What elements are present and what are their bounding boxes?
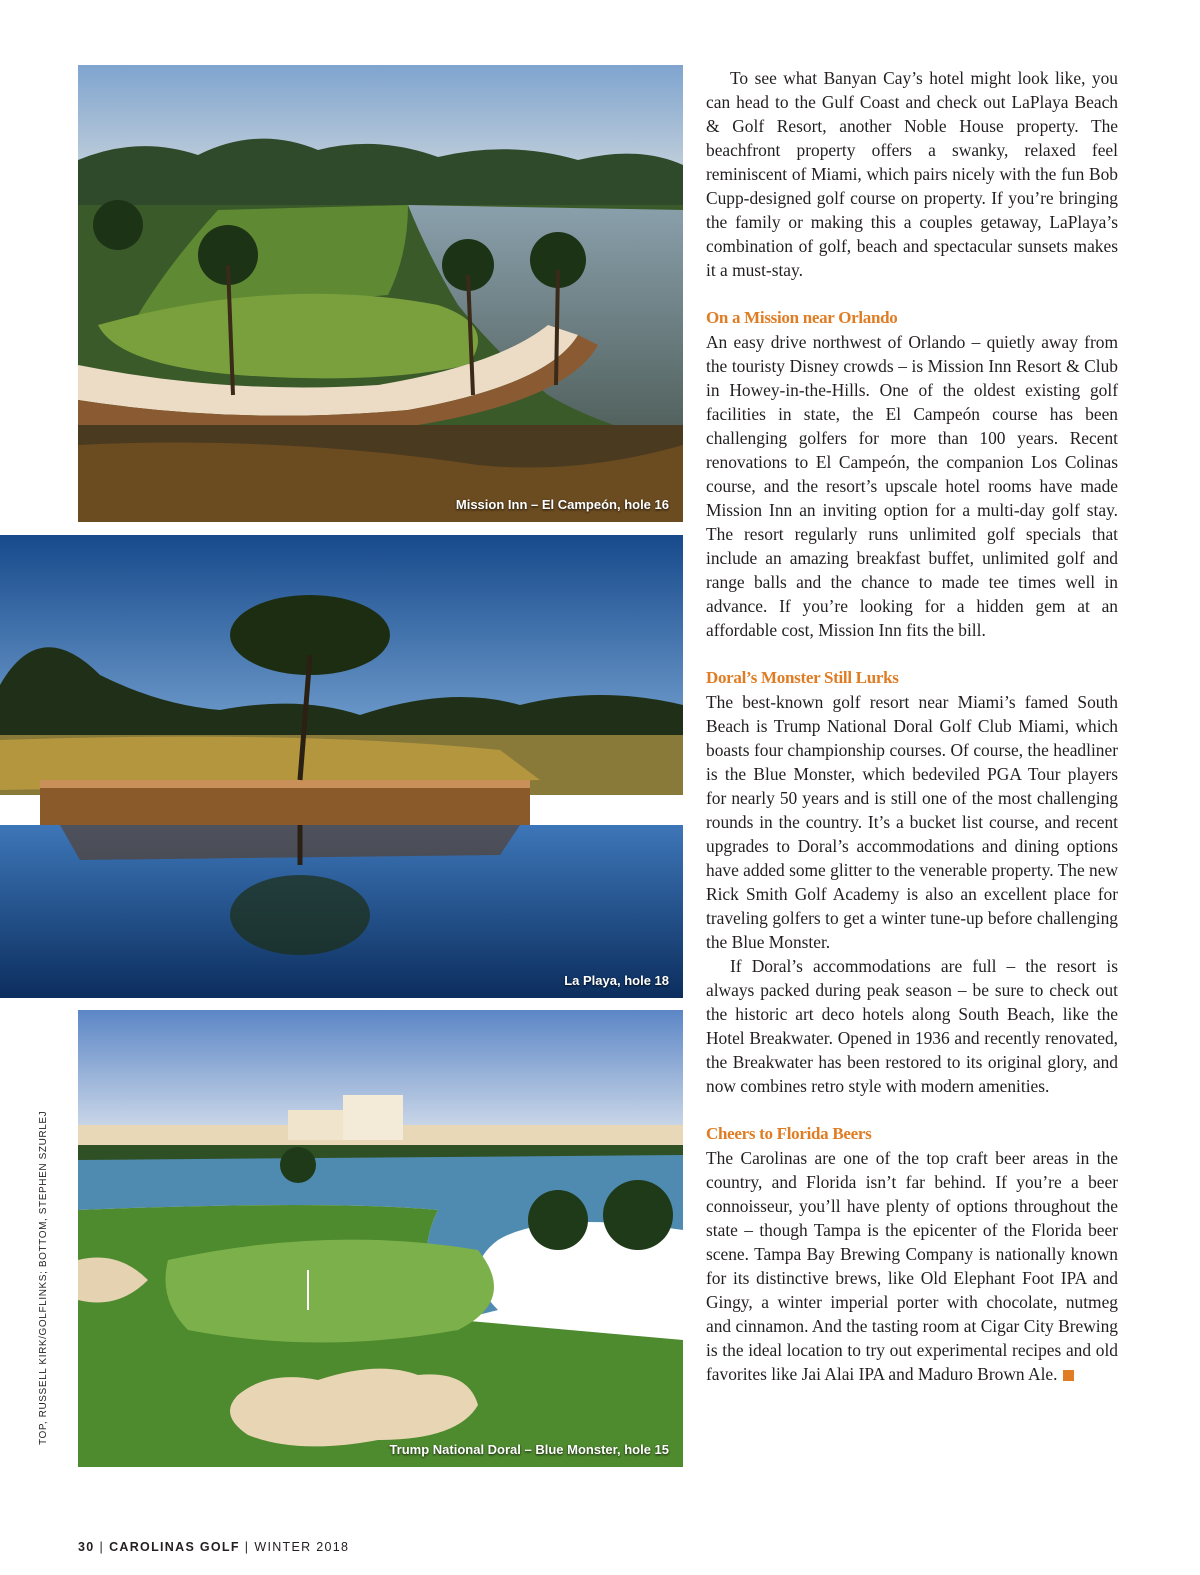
section-heading-doral: Doral’s Monster Still Lurks xyxy=(706,668,899,687)
photo-caption: Trump National Doral – Blue Monster, hole 15 xyxy=(389,1442,669,1457)
photo-la-playa-image xyxy=(0,535,683,998)
photo-mission-inn-image xyxy=(78,65,683,522)
footer-separator: | xyxy=(99,1540,105,1554)
page-number: 30 xyxy=(78,1540,95,1554)
section-paragraph: If Doral’s accommodations are full – the resort is always packed during peak season – be sure to check out the historic art deco hotels along South Beach, like the Hotel Breakwater. Opened in 1936 and recently renovated, the Breakwater has been restored to its original glory, and now combines retro style with modern amenities. xyxy=(706,956,1118,1096)
photo-caption: La Playa, hole 18 xyxy=(564,973,669,988)
end-mark-icon xyxy=(1063,1370,1074,1381)
section-paragraph-last xyxy=(706,1146,1118,1386)
article-body xyxy=(706,66,1118,1386)
photo-la-playa xyxy=(0,535,683,998)
footer-separator: | xyxy=(244,1540,250,1554)
photo-mission-inn xyxy=(78,65,683,522)
photo-doral xyxy=(78,1010,683,1467)
photo-caption: Mission Inn – El Campeón, hole 16 xyxy=(455,497,669,512)
section-heading-beers: Cheers to Florida Beers xyxy=(706,1124,872,1143)
section-heading-mission: On a Mission near Orlando xyxy=(706,308,898,327)
section-paragraph: The best-known golf resort near Miami’s famed South Beach is Trump National Doral Golf Club Miami, which boasts four championship courses. Of course, the headliner is the Blue Monster, which bedeviled PGA Tour players for nearly 50 years and is still one of the most challenging rounds in the country. It’s a bucket list course, and recent upgrades to Doral’s accommodations and dining options have added some glitter to the venerable property. The new Rick Smith Golf Academy is also an excellent place for traveling golfers to get a winter tune-up before challenging the Blue Monster. xyxy=(706,692,1118,952)
section-paragraph-text: The Carolinas are one of the top craft beer areas in the country, and Florida isn’t far behind. If you’re a beer connoisseur, you’ll have plenty of options throughout the state – though Tampa is the epicenter of the Florida beer scene. Tampa Bay Brewing Company is nationally known for its distinctive brews, like Old Elephant Foot IPA and Gingy, a winter imperial porter with chocolate, nutmeg and cinnamon. And the tasting room at Cigar City Brewing is the ideal location to try out experimental recipes and old favorites like Jai Alai IPA and Maduro Brown Ale. xyxy=(706,1148,1118,1384)
photo-doral-image xyxy=(78,1010,683,1467)
page-footer xyxy=(78,1540,349,1554)
magazine-name: CAROLINAS GOLF xyxy=(109,1540,240,1554)
photo-credit: TOP, RUSSELL KIRK/GOLFLINKS; BOTTOM, STEPHEN SZURLEJ xyxy=(38,1110,49,1445)
section-paragraph: An easy drive northwest of Orlando – quietly away from the touristy Disney crowds – is Mission Inn Resort & Club in Howey-in-the-Hills. One of the oldest existing golf facilities in state, the El Campeón course has been challenging golfers for more than 100 years. Recent renovations to El Campeón, the companion Los Colinas course, and the resort’s upscale hotel rooms have made Mission Inn an inviting option for a multi-day golf stay. The resort regularly runs unlimited golf specials that include an amazing breakfast buffet, unlimited golf and range balls and the chance to made tee times well in advance. If you’re looking for a hidden gem at an affordable cost, Mission Inn fits the bill. xyxy=(706,332,1118,640)
intro-paragraph: To see what Banyan Cay’s hotel might look like, you can head to the Gulf Coast and check out LaPlaya Beach & Golf Resort, another Noble House property. The beachfront property offers a swanky, relaxed feel reminiscent of Miami, which pairs nicely with the fun Bob Cupp-designed golf course on property. If you’re bringing the family or making this a couples getaway, LaPlaya’s combination of golf, beach and spectacular sunsets makes it a must-stay. xyxy=(706,68,1118,280)
issue-label: WINTER 2018 xyxy=(254,1540,350,1554)
